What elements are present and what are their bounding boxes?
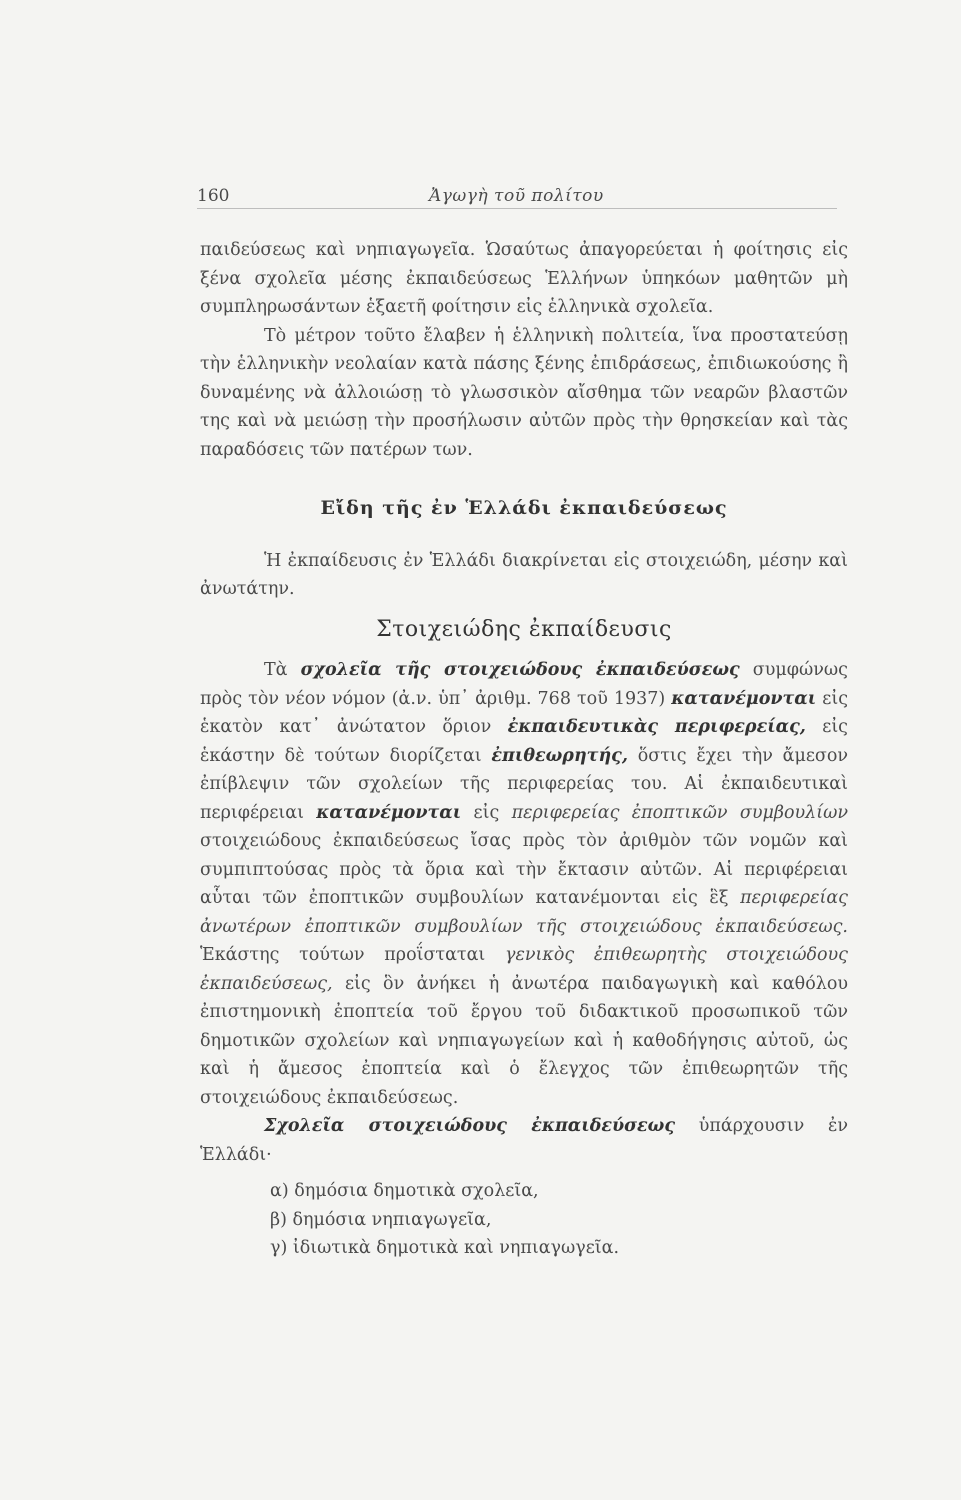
paragraph-2: Τὸ μέτρον τοῦτο ἔλαβεν ἡ ἑλληνικὴ πολιτεία, ἵνα προστατεύσῃ τὴν ἑλληνικὴν νεολαίαν κατὰ πάσης ξένης ἐπιδράσεως, ἐπιδιωκούσης ἢ δυναμένης νὰ ἀλλοιώσῃ τὸ γλωσσικὸν αἴσθημα τῶν νεαρῶν βλαστῶν της καὶ νὰ μειώσῃ τὴν προσήλωσιν αὐτῶν πρὸς τὴν θρησκείαν καὶ τὰς παραδόσεις τῶν πατέρων των. bbox=[200, 325, 848, 460]
paragraph-3: Ἡ ἐκπαίδευσις ἐν Ἑλλάδι διακρίνεται εἰς στοιχειώδη, μέσην καὶ ἀνωτάτην. bbox=[200, 550, 848, 599]
subheading: Στοιχειώδης ἐκπαίδευσις bbox=[376, 616, 672, 642]
paragraph-4: Τὰ σχολεῖα τῆς στοιχειώδους ἐκπαιδεύσεως συμφώνως πρὸς τὸν νέον νόμον (ἀ.ν. ὑπ᾽ ἀριθμ. 768 τοῦ 1937) κατανέμονται εἰς ἑκατὸν κατ᾽ ἀνώτατον ὅριον ἐκπαιδευτικὰς περιφερείας, εἰς ἑκάστην δὲ τούτων διορίζεται ἐπιθεωρητής, ὅστις ἔχει τὴν ἄμεσον ἐπίβλεψιν τῶν σχολείων τῆς περιφερείας του. Αἱ ἐκπαιδευτικαὶ περιφέρειαι κατανέμονται εἰς περιφερείας ἐποπτικῶν συμβουλίων στοιχειώδους ἐκπαιδεύσεως ἴσας πρὸς τὸν ἀριθμὸν τῶν νομῶν καὶ συμπιπτούσας πρὸς τὰ ὅρια καὶ τὴν ἔκτασιν αὐτῶν. Αἱ περιφέρειαι αὗται τῶν ἐποπτικῶν συμβουλίων κατανέμονται εἰς ἓξ περιφερείας ἀνωτέρων ἐποπτικῶν συμβουλίων τῆς στοιχειώδους ἐκπαιδεύσεως. Ἑκάστης τούτων προΐσταται γενικὸς ἐπιθεωρητὴς στοιχειώδους ἐκπαιδεύσεως, εἰς ὃν ἀνήκει ἡ ἀνωτέρα παιδαγωγικὴ καὶ καθόλου ἐπιστημονικὴ ἐποπτεία τοῦ ἔργου τοῦ διδακτικοῦ προσωπικοῦ τῶν δημοτικῶν σχολείων καὶ νηπιαγωγείων καὶ ἡ καθοδήγησις αὐτοῦ, ὡς καὶ ἡ ἄμεσος ἐποπτεία καὶ ὁ ἔλεγχος τῶν ἐπιθεωρητῶν τῆς στοιχειώδους ἐκπαιδεύσεως. bbox=[200, 660, 849, 1108]
list-item: γ) ἰδιωτικὰ δημοτικὰ καὶ νηπιαγωγεῖα. bbox=[270, 1238, 620, 1258]
paragraph-5: Σχολεῖα στοιχειώδους ἐκπαιδεύσεως ὑπάρχουσιν ἐν Ἑλλάδι· bbox=[200, 1116, 849, 1165]
header-rule bbox=[197, 208, 837, 209]
page-header bbox=[197, 186, 847, 210]
section-heading: Εἴδη τῆς ἐν Ἑλλάδι ἐκπαιδεύσεως bbox=[320, 497, 728, 519]
page-body bbox=[200, 236, 848, 1263]
page-number: 160 bbox=[197, 186, 230, 206]
paragraph-1: παιδεύσεως καὶ νηπιαγωγεῖα. Ὡσαύτως ἀπαγορεύεται ἡ φοίτησις εἰς ξένα σχολεῖα μέσης ἐκπαιδεύσεως Ἑλλήνων ὑπηκόων μαθητῶν μὴ συμπληρωσάντων ἑξαετῆ φοίτησιν εἰς ἑλληνικὰ σχολεῖα. bbox=[200, 240, 848, 317]
list-item: β) δημόσια νηπιαγωγεῖα, bbox=[270, 1209, 492, 1230]
running-title: Ἀγωγὴ τοῦ πολίτου bbox=[429, 186, 604, 206]
school-types-list bbox=[270, 1177, 848, 1263]
list-item: α) δημόσια δημοτικὰ σχολεῖα, bbox=[270, 1181, 539, 1201]
